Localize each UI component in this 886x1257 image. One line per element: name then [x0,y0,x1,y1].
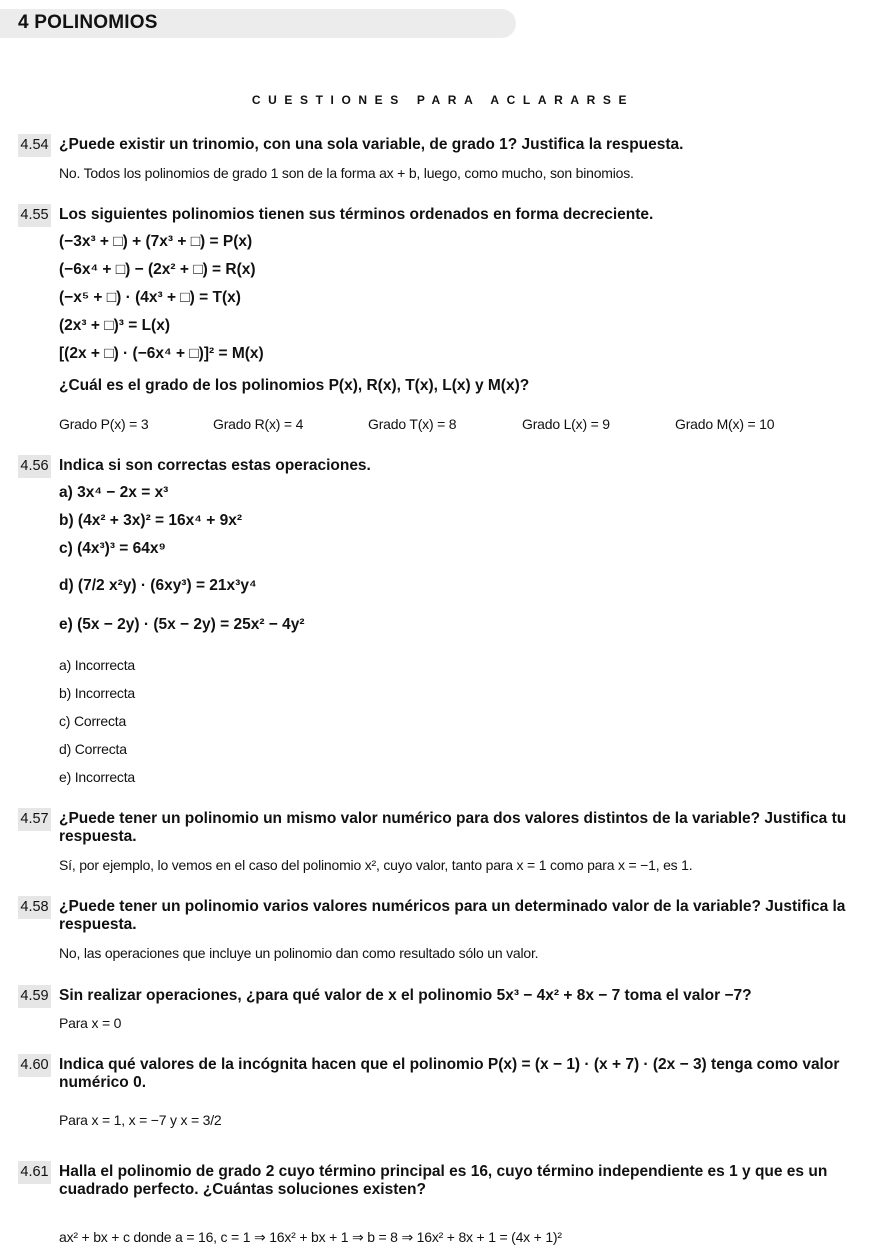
operation-item: e) (5x − 2y) · (5x − 2y) = 25x² − 4y² [59,616,305,633]
operation-item: a) 3x⁴ − 2x = x³ [59,484,169,501]
polynomial-equation: [(2x + □) · (−6x⁴ + □)]² = M(x) [59,345,264,362]
exercise-question: ¿Puede tener un polinomio un mismo valor numérico para dos valores distintos de la variable? Justifica tu respuesta. [59,810,847,845]
polynomial-equation: (2x³ + □)³ = L(x) [59,317,170,334]
exercise-number: 4.56 [18,455,51,478]
degree-answer: Grado R(x) = 4 [213,416,304,432]
exercise-question: Sin realizar operaciones, ¿para qué valor de x el polinomio 5x³ − 4x² + 8x − 7 toma el valor −7? [59,987,752,1004]
exercise-number: 4.59 [18,985,51,1008]
polynomial-equation: (−x⁵ + □) · (4x³ + □) = T(x) [59,289,241,306]
exercise-number: 4.57 [18,808,51,831]
polynomial-equation: (−6x⁴ + □) − (2x² + □) = R(x) [59,261,256,278]
exercise-answer: Para x = 1, x = −7 y x = 3/2 [59,1112,222,1128]
degree-answer: Grado M(x) = 10 [675,416,775,432]
exercise-question: ¿Puede existir un trinomio, con una sola variable, de grado 1? Justifica la respuesta. [59,136,684,153]
operation-answer: c) Correcta [59,713,127,729]
section-title: CUESTIONES PARA ACLARARSE [251,93,635,107]
exercise-question: ¿Puede tener un polinomio varios valores numéricos para un determinado valor de la variable? Justifica la respuesta. [59,898,846,933]
exercise-number: 4.58 [18,896,51,919]
exercise-number: 4.60 [18,1054,51,1077]
exercise-question: Halla el polinomio de grado 2 cuyo término principal es 16, cuyo término independiente es 1 y que es un cuadrado perfecto. ¿Cuántas soluciones existen? [59,1163,828,1198]
operation-answer: e) Incorrecta [59,769,135,785]
operation-answer: b) Incorrecta [59,685,135,701]
exercise-answer: ax² + bx + c donde a = 16, c = 1 ⇒ 16x² + bx + 1 ⇒ b = 8 ⇒ 16x² + 8x + 1 = (4x + 1)² [59,1229,562,1245]
operation-item: d) (7/2 x²y) · (6xy³) = 21x³y⁴ [59,577,257,594]
polynomial-equation: (−3x³ + □) + (7x³ + □) = P(x) [59,233,253,250]
operation-item: c) (4x³)³ = 64x⁹ [59,540,166,557]
degree-answer: Grado L(x) = 9 [522,416,610,432]
exercise-answer: No. Todos los polinomios de grado 1 son de la forma ax + b, luego, como mucho, son binomios. [59,165,634,181]
exercise-question: Los siguientes polinomios tienen sus términos ordenados en forma decreciente. [59,206,654,223]
exercise-question: Indica qué valores de la incógnita hacen que el polinomio P(x) = (x − 1) · (x + 7) · (2x − 3) tenga como valor numérico 0. [59,1056,840,1091]
degree-question: ¿Cuál es el grado de los polinomios P(x), R(x), T(x), L(x) y M(x)? [59,377,530,394]
exercise-number: 4.61 [18,1161,51,1184]
exercise-answer: No, las operaciones que incluye un polinomio dan como resultado sólo un valor. [59,945,539,961]
exercise-answer: Para x = 0 [59,1015,122,1031]
exercise-number: 4.55 [18,204,51,227]
degree-answer: Grado T(x) = 8 [368,416,457,432]
exercise-question: Indica si son correctas estas operaciones. [59,457,371,474]
chapter-title: 4 POLINOMIOS [18,12,158,33]
exercise-answer: Sí, por ejemplo, lo vemos en el caso del polinomio x², cuyo valor, tanto para x = 1 como para x = −1, es 1. [59,857,693,873]
operation-answer: a) Incorrecta [59,657,135,673]
exercise-number: 4.54 [18,134,51,157]
degree-answer: Grado P(x) = 3 [59,416,149,432]
operation-answer: d) Correcta [59,741,127,757]
operation-item: b) (4x² + 3x)² = 16x⁴ + 9x² [59,512,242,529]
